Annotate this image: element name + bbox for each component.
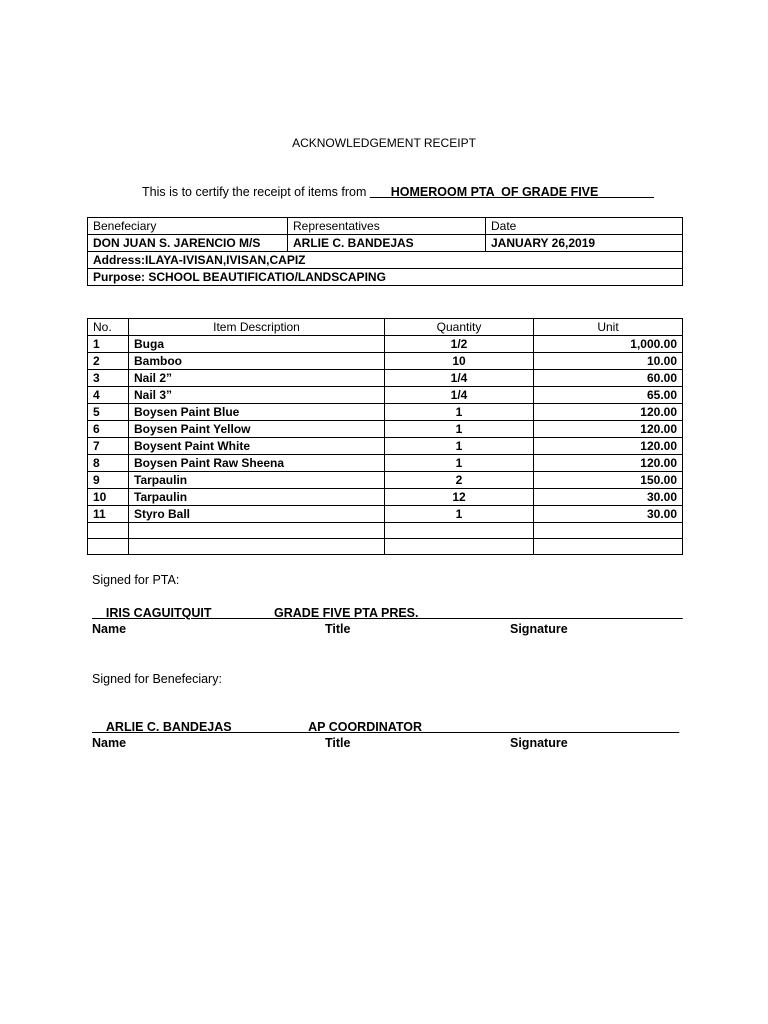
item-description: Tarpaulin	[129, 489, 385, 506]
table-row-empty	[88, 539, 683, 555]
table-row	[88, 472, 683, 489]
item-unit: 1,000.00	[534, 336, 683, 353]
beneficiary-title-caption: Title	[325, 736, 351, 750]
item-no: 2	[88, 353, 129, 370]
item-unit: 10.00	[534, 353, 683, 370]
item-description: Nail 2”	[129, 370, 385, 387]
item-quantity: 1/4	[385, 370, 534, 387]
item-quantity: 1/2	[385, 336, 534, 353]
item-description: Boysen Paint Raw Sheena	[129, 455, 385, 472]
item-description: Styro Ball	[129, 506, 385, 523]
item-no	[88, 523, 129, 539]
item-no: 8	[88, 455, 129, 472]
item-description: Boysent Paint White	[129, 438, 385, 455]
item-quantity: 1/4	[385, 387, 534, 404]
item-quantity: 2	[385, 472, 534, 489]
item-unit: 60.00	[534, 370, 683, 387]
representative-value: ARLIE C. BANDEJAS	[288, 235, 486, 252]
item-description: Boysen Paint Blue	[129, 404, 385, 421]
item-no: 10	[88, 489, 129, 506]
table-row	[88, 438, 683, 455]
table-row	[88, 421, 683, 438]
beneficiary-name-caption: Name	[92, 736, 127, 750]
item-unit: 30.00	[534, 506, 683, 523]
table-row	[88, 506, 683, 523]
info-header-row	[88, 218, 683, 235]
item-quantity: 12	[385, 489, 534, 506]
item-unit: 120.00	[534, 421, 683, 438]
item-unit: 120.00	[534, 404, 683, 421]
certification-source: ___HOMEROOM PTA OF GRADE FIVE________	[369, 185, 654, 199]
certification-text: This is to certify the receipt of items from	[142, 185, 370, 199]
header-beneficiary: Benefeciary	[88, 218, 288, 235]
header-quantity: Quantity	[385, 319, 534, 336]
item-quantity	[385, 523, 534, 539]
item-no: 5	[88, 404, 129, 421]
table-row	[88, 489, 683, 506]
item-unit: 120.00	[534, 455, 683, 472]
item-description: Buga	[129, 336, 385, 353]
item-unit: 30.00	[534, 489, 683, 506]
info-value-row	[88, 235, 683, 252]
item-quantity: 1	[385, 455, 534, 472]
item-unit: 120.00	[534, 438, 683, 455]
item-quantity: 1	[385, 421, 534, 438]
item-description: Tarpaulin	[129, 472, 385, 489]
item-no	[88, 539, 129, 555]
item-unit	[534, 539, 683, 555]
item-description: Bamboo	[129, 353, 385, 370]
items-header-row	[88, 319, 683, 336]
item-unit: 150.00	[534, 472, 683, 489]
beneficiary-signed-label: Signed for Benefeciary:	[92, 672, 222, 686]
item-no: 6	[88, 421, 129, 438]
pta-signature-line: __IRIS CAGUITQUIT_________GRADE FIVE PTA PRES.______________________________________	[92, 606, 683, 620]
pta-signature-caption: Signature	[510, 622, 568, 636]
item-description: Boysen Paint Yellow	[129, 421, 385, 438]
item-description	[129, 539, 385, 555]
item-no: 4	[88, 387, 129, 404]
page-title: ACKNOWLEDGEMENT RECEIPT	[292, 136, 476, 150]
item-description	[129, 523, 385, 539]
header-no: No.	[88, 319, 129, 336]
header-date: Date	[486, 218, 683, 235]
item-no: 7	[88, 438, 129, 455]
pta-name-caption: Name	[92, 622, 127, 636]
item-description: Nail 3”	[129, 387, 385, 404]
item-no: 3	[88, 370, 129, 387]
certification-line	[0, 185, 768, 199]
items-table	[87, 318, 683, 555]
table-row	[88, 336, 683, 353]
item-quantity: 10	[385, 353, 534, 370]
purpose-row	[88, 269, 683, 286]
item-quantity: 1	[385, 506, 534, 523]
beneficiary-value: DON JUAN S. JARENCIO M/S	[88, 235, 288, 252]
item-quantity: 1	[385, 404, 534, 421]
table-row	[88, 353, 683, 370]
header-representatives: Representatives	[288, 218, 486, 235]
item-unit	[534, 523, 683, 539]
item-no: 11	[88, 506, 129, 523]
header-unit: Unit	[534, 319, 683, 336]
item-no: 1	[88, 336, 129, 353]
item-quantity	[385, 539, 534, 555]
pta-title-caption: Title	[325, 622, 351, 636]
item-unit: 65.00	[534, 387, 683, 404]
beneficiary-signature-line: __ARLIE C. BANDEJAS___________AP COORDINATOR_____________________________________	[92, 720, 680, 734]
item-quantity: 1	[385, 438, 534, 455]
table-row	[88, 370, 683, 387]
table-row	[88, 404, 683, 421]
pta-signed-label: Signed for PTA:	[92, 573, 180, 587]
address-value: Address:ILAYA-IVISAN,IVISAN,CAPIZ	[88, 252, 683, 269]
beneficiary-signature-caption: Signature	[510, 736, 568, 750]
item-no: 9	[88, 472, 129, 489]
date-value: JANUARY 26,2019	[486, 235, 683, 252]
table-row	[88, 387, 683, 404]
address-row	[88, 252, 683, 269]
table-row-empty	[88, 523, 683, 539]
table-row	[88, 455, 683, 472]
purpose-value: Purpose: SCHOOL BEAUTIFICATIO/LANDSCAPING	[88, 269, 683, 286]
beneficiary-info-table	[87, 217, 683, 286]
header-item-description: Item Description	[129, 319, 385, 336]
